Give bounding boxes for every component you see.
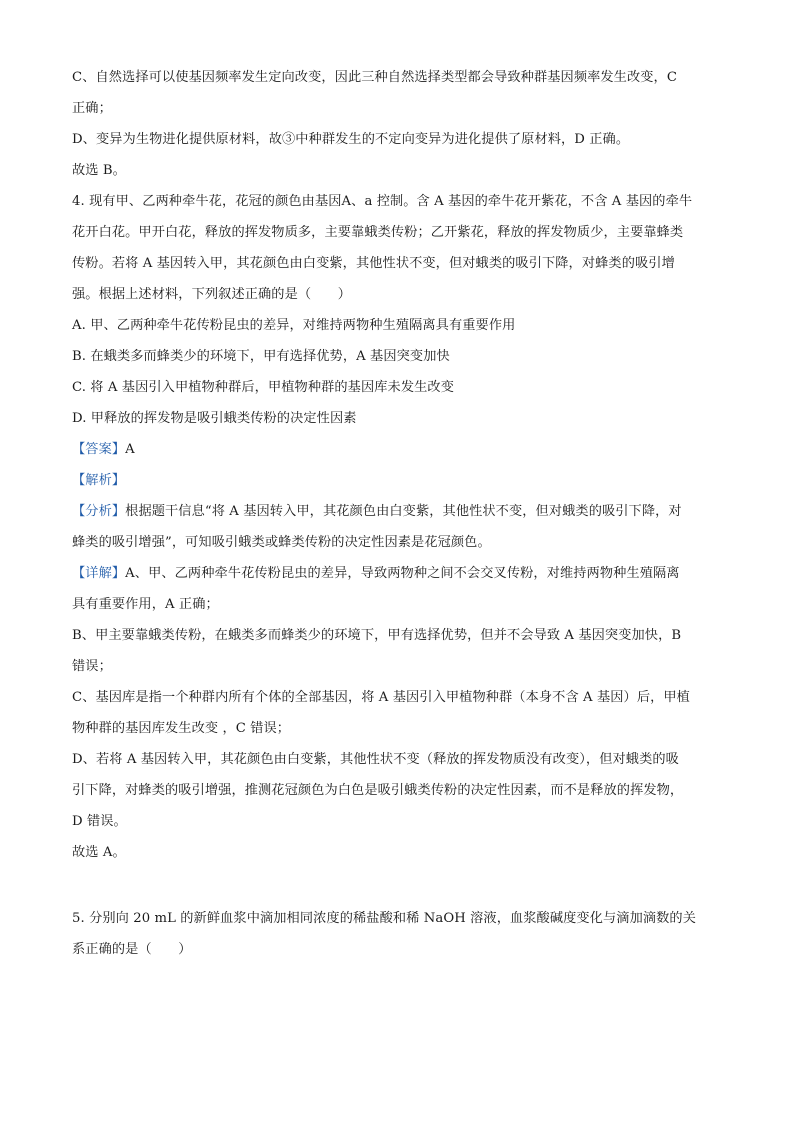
- q4-fenxi-line2: 蜂类的吸引增强”，可知吸引蛾类或蜂类传粉的决定性因素是花冠颜色。: [72, 535, 491, 550]
- analysis-tag: 【解析】: [72, 473, 126, 488]
- answer-tag: 【答案】: [72, 442, 126, 457]
- q5-stem-line1: 5. 分别向 20 mL 的新鲜血浆中滴加相同浓度的稀盐酸和稀 NaOH 溶液，血浆酸碱度变化与滴加滴数的关: [72, 911, 697, 926]
- fenxi-tag: 【分析】: [72, 504, 126, 519]
- q4-xiangjie-c-line1: C、基因库是指一个种群内所有个体的全部基因，将 A 基因引入甲植物种群（本身不含 A 基因）后，甲植: [72, 690, 690, 705]
- q4-xiangjie-b-line1: B、甲主要靠蛾类传粉，在蛾类多而蜂类少的环境下，甲有选择优势，但并不会导致 A 基因突变加快，B: [72, 628, 682, 643]
- q4-stem-line1: 4. 现有甲、乙两种牵牛花，花冠的颜色由基因A、a 控制。含 A 基因的牵牛花开紫花，不含 A 基因的牵牛: [72, 194, 693, 209]
- q4-xiangjie-c-line2: 物种群的基因库发生改变 ，C 错误；: [72, 721, 291, 736]
- q4-analysis-heading: [72, 472, 125, 490]
- q4-stem-line3: 传粉。若将 A 基因转入甲，其花颜色由白变紫，其他性状不变，但对蛾类的吸引下降，对蜂类的吸引增: [72, 256, 675, 271]
- q5-stem-line2: 系正确的是（ ）: [72, 942, 192, 957]
- q4-final-choice: 故选 A。: [72, 845, 126, 860]
- q4-stem-line4: 强。根据上述材料，下列叙述正确的是（ ）: [72, 287, 352, 302]
- q4-fenxi-line1: [72, 503, 682, 521]
- q4-xiangjie-d-line1: D、若将 A 基因转入甲，其花颜色由白变紫，其他性状不变（释放的挥发物质没有改变），但对蛾类的吸: [72, 752, 679, 767]
- q4-xiangjie-d-line3: D 错误。: [72, 814, 127, 829]
- q3-final-choice: 故选 B。: [72, 163, 126, 178]
- q4-stem-line2: 花开白花。甲开白花，释放的挥发物质多，主要靠蛾类传粉；乙开紫花，释放的挥发物质少，主要靠蜂类: [72, 225, 684, 240]
- q4-option-d: D. 甲释放的挥发物是吸引蛾类传粉的决定性因素: [72, 411, 357, 426]
- fenxi-text-line1: 根据题干信息“将 A 基因转入甲，其花颜色由白变紫，其他性状不变，但对蛾类的吸引下降，对: [125, 504, 682, 519]
- answer-value: A: [125, 442, 135, 457]
- q4-answer: [72, 441, 135, 459]
- q4-option-c: C. 将 A 基因引入甲植物种群后，甲植物种群的基因库未发生改变: [72, 380, 454, 395]
- xiangjie-a-line1: A、甲、乙两种牵牛花传粉昆虫的差异，导致两物种之间不会交叉传粉，对维持两物种生殖隔离: [125, 566, 680, 581]
- q4-xiangjie-a-line2: 具有重要作用，A 正确；: [72, 597, 219, 612]
- q3-option-c-explanation-line2: 正确；: [72, 101, 112, 116]
- q4-xiangjie-line1: [72, 565, 680, 583]
- q4-option-a: A. 甲、乙两种牵牛花传粉昆虫的差异，对维持两物种生殖隔离具有重要作用: [72, 318, 516, 333]
- q4-xiangjie-d-line2: 引下降，对蜂类的吸引增强，推测花冠颜色为白色是吸引蛾类传粉的决定性因素，而不是释放的挥发物，: [72, 783, 684, 798]
- q4-option-b: B. 在蛾类多而蜂类少的环境下，甲有选择优势，A 基因突变加快: [72, 349, 450, 364]
- xiangjie-tag: 【详解】: [72, 566, 126, 581]
- q3-option-c-explanation-line1: C、自然选择可以使基因频率发生定向改变，因此三种自然选择类型都会导致种群基因频率发生改变，C: [72, 70, 678, 85]
- q3-option-d-explanation: D、变异为生物进化提供原材料，故③中种群发生的不定向变异为进化提供了原材料，D 正确。: [72, 132, 630, 147]
- q4-xiangjie-b-line2: 错误；: [72, 659, 112, 674]
